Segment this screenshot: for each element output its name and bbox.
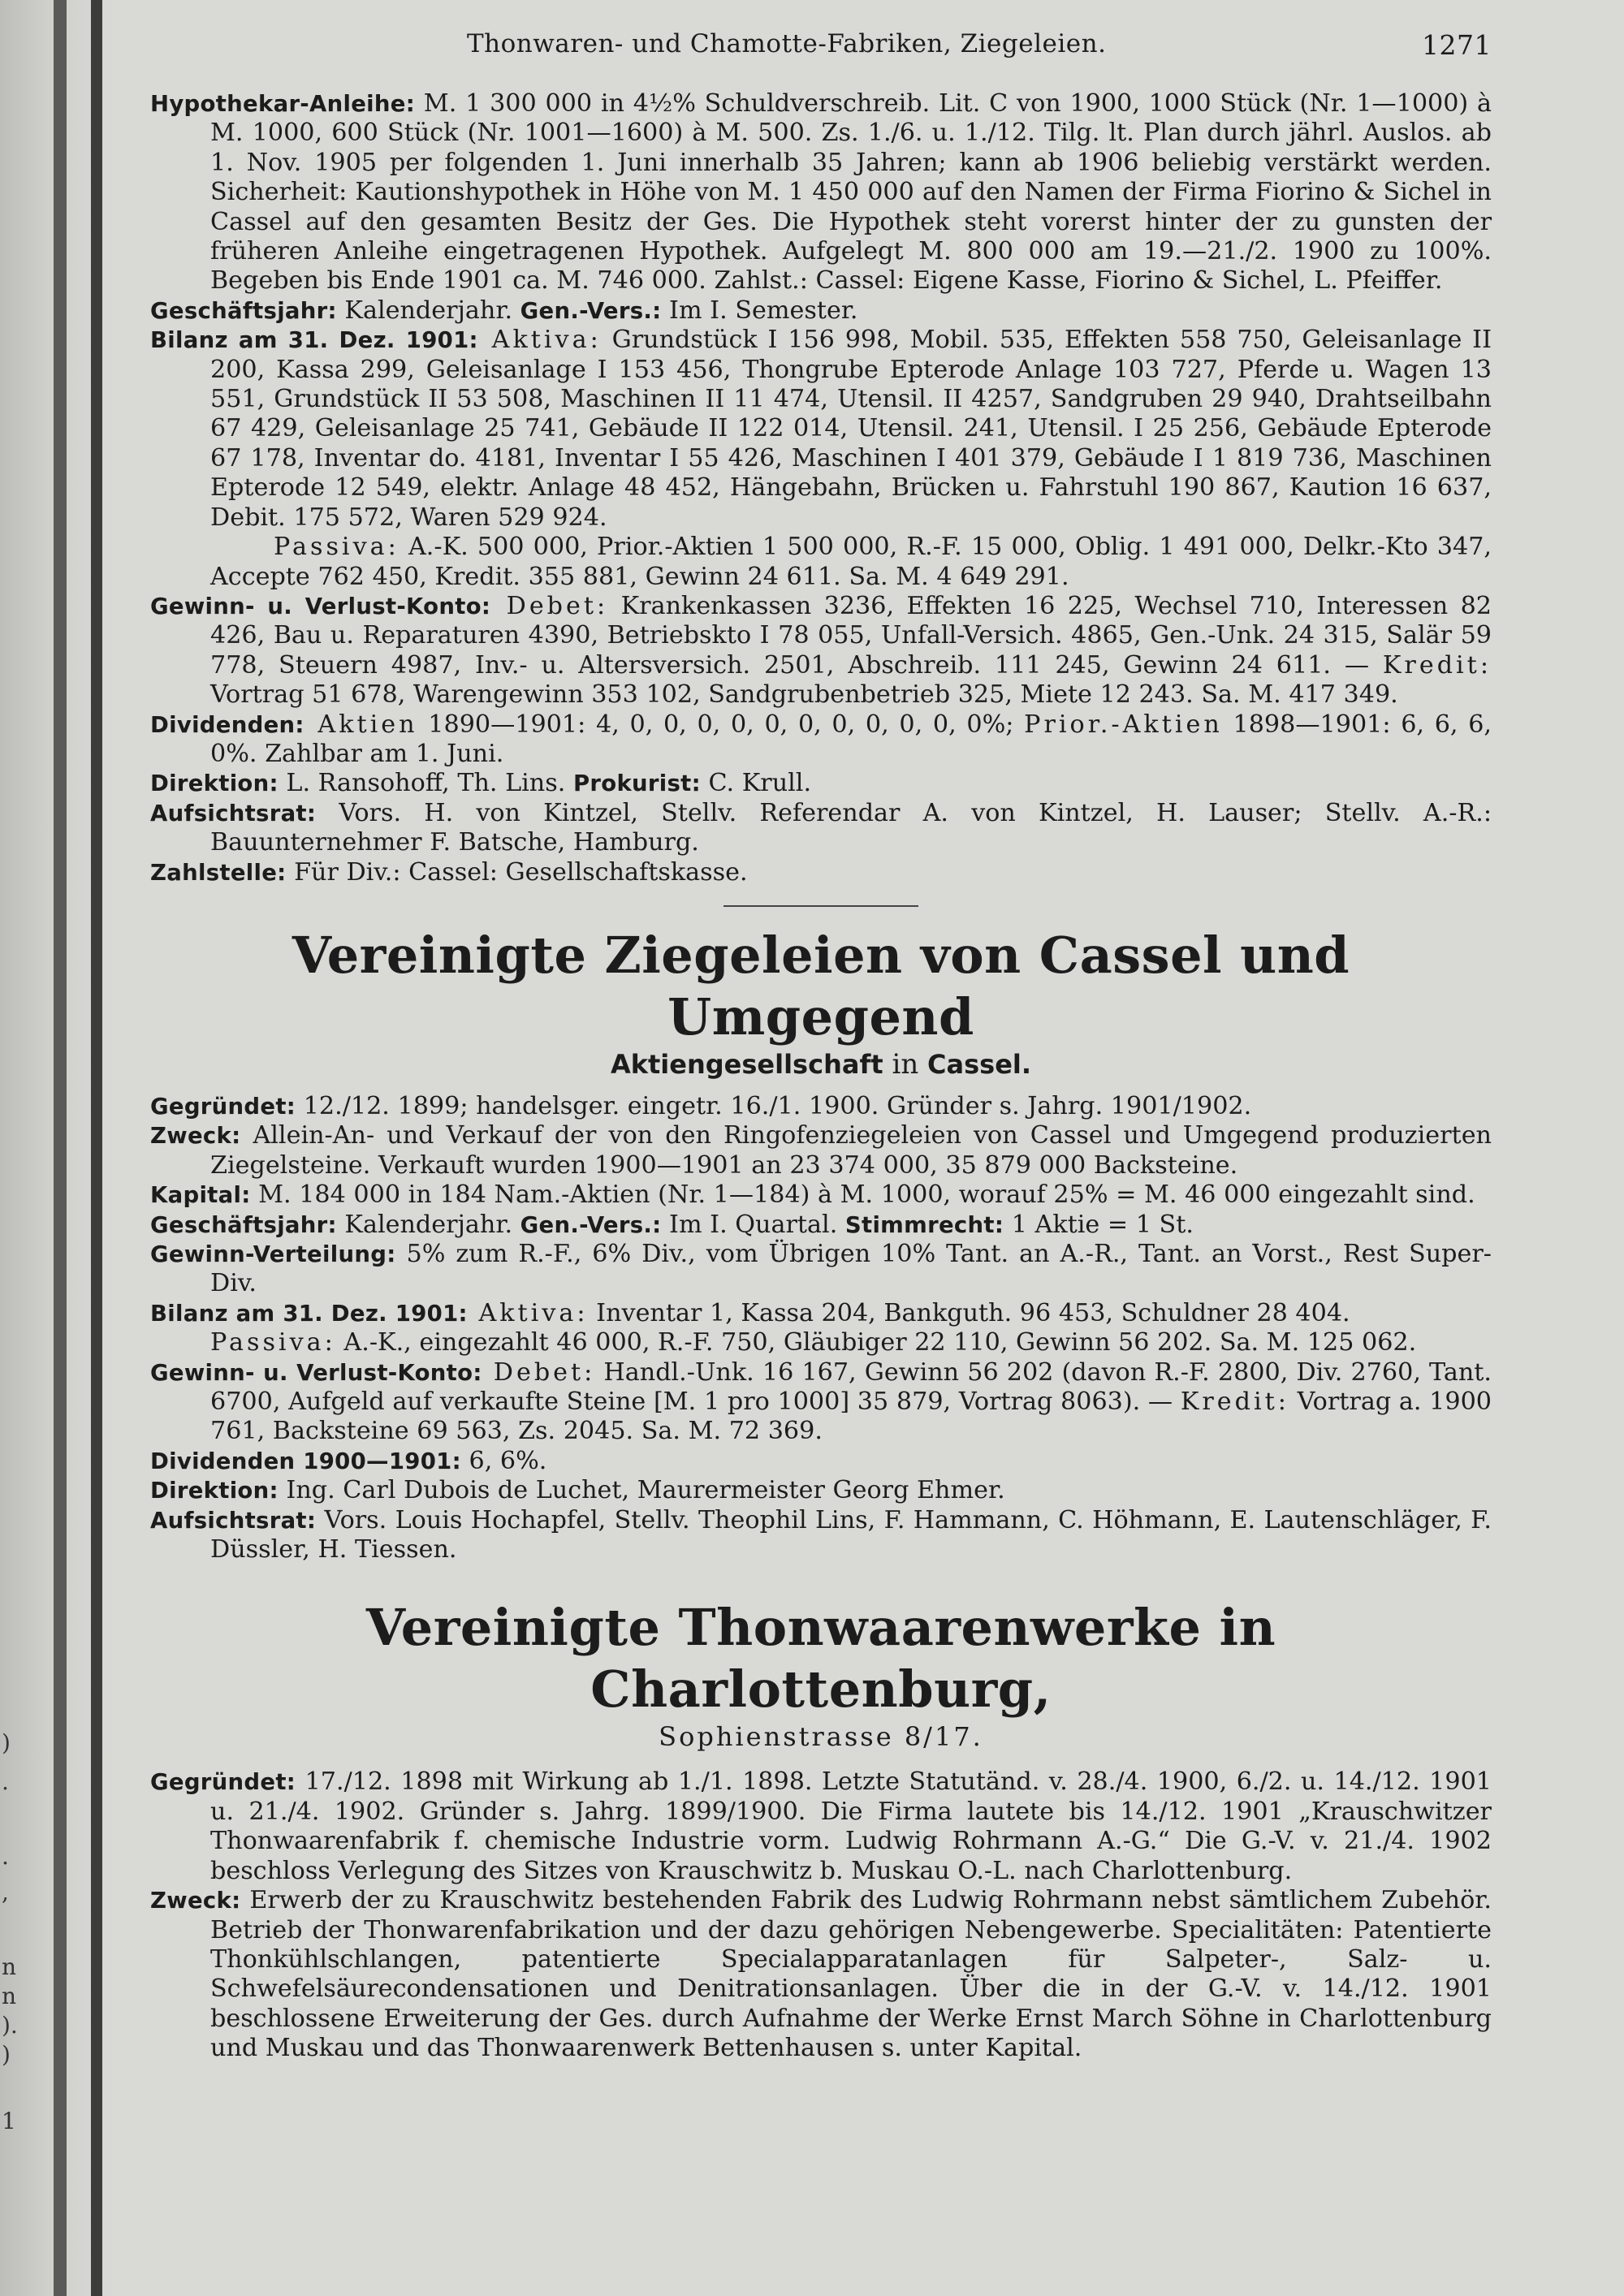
company-thonwaarenwerke-charlottenburg [150, 1597, 1492, 2063]
company-address: Sophienstrasse 8/17. [659, 1721, 983, 1753]
entry-text: 1 Aktie = 1 St. [1004, 1210, 1194, 1239]
entry-text: 1890—1901: 4, 0, 0, 0, 0, 0, 0, 0, 0, 0, 0, 0%; [417, 710, 1025, 739]
entry-bilanz [150, 326, 1492, 592]
entry-label: Aufsichtsrat: [150, 800, 317, 826]
entry-label: Zweck: [150, 1888, 241, 1914]
entry-label: Geschäftsjahr: [150, 1211, 337, 1238]
entry-text: Vortrag a. 1900 761, Backsteine 69 563, Zs. 2045. Sa. M. 72 369. [210, 1388, 1492, 1446]
aktien-label: Aktien [304, 710, 418, 739]
entry-dividenden [150, 710, 1492, 770]
entry-gewinn-verteilung [150, 1240, 1492, 1299]
entry-text: Ing. Carl Dubois de Luchet, Maurermeister Georg Ehmer. [278, 1476, 1005, 1505]
entry-label: Bilanz am 31. Dez. 1901: [150, 327, 478, 354]
entry-direktion [150, 769, 1492, 798]
entry-label: Dividenden: [150, 711, 304, 738]
entry-text: 1898—1901: 6, 6, 6, 0%. Zahlbar am 1. Juni. [210, 710, 1492, 768]
entry-text: Für Div.: Cassel: Gesellschaftskasse. [286, 857, 748, 887]
entry-dividenden [150, 1447, 1492, 1476]
entry-text: 5% zum R.-F., 6% Div., vom Übrigen 10% Tant. an A.-R., Tant. an Vorst., Rest Super-Div. [210, 1240, 1492, 1298]
entry-zweck [150, 1121, 1492, 1180]
entry-label: Gewinn- u. Verlust-Konto: [150, 593, 491, 619]
entry-label: Kapital: [150, 1182, 251, 1209]
entry-text: A.-K., eingezahlt 46 000, R.-F. 750, Gläubiger 22 110, Gewinn 56 202. Sa. M. 125 062. [335, 1328, 1417, 1357]
entry-geschaeftsjahr [150, 1211, 1492, 1240]
entry-gegruendet [150, 1767, 1492, 1886]
company-title: Vereinigte Thonwaarenwerke in Charlottenburg, [365, 1598, 1276, 1720]
margin-mark: n [2, 1983, 17, 2009]
margin-mark: n [2, 1953, 17, 1980]
entry-label: Zweck: [150, 1123, 241, 1150]
entry-bilanz [150, 1299, 1492, 1358]
entry-text: C. Krull. [700, 769, 812, 798]
entry-text: A.-K. 500 000, Prior.-Aktien 1 500 000, R.-F. 15 000, Oblig. 1 491 000, Delkr.-Kto 347, Accepte 762 450, Kredit. 355 881, Gewinn 24 611. Sa. M. 4 649 291. [210, 533, 1492, 591]
entry-aufsichtsrat [150, 1506, 1492, 1565]
margin-mark: . [2, 1843, 9, 1870]
entry-text: M. 1 300 000 in 4½% Schuldverschreib. Lit. C von 1900, 1000 Stück (Nr. 1—1000) à M. 1000, 600 Stück (Nr. 1001—1600) à M. 500. Zs. 1./6. u. 1./12. Tilg. lt. Plan durch jährl. Auslos. ab 1. Nov. 1905 per folgenden 1. Juni innerhalb 35 Jahren; kann ab 1906 beliebig verstärkt werden. Sicherheit: Kautionshypothek in Höhe von M. 1 450 000 auf den Namen der Firma Fiorino & Sichel in Cassel auf den gesamten Besitz der Ges. Die Hypothek steht vorerst hinter der zu gunsten der früheren Anleihe eingetragenen Hypothek. Aufgelegt M. 800 000 am 19.—21./2. 1900 zu 100%. Begeben bis Ende 1901 ca. M. 746 000. Zahlst.: Cassel: Eigene Kasse, Fiorino & Sichel, L. Pfeiffer. [210, 89, 1492, 296]
entry-label: Geschäftsjahr: [150, 297, 337, 324]
prior-aktien-label: Prior.-Aktien [1024, 710, 1223, 739]
entry-text: Im I. Quartal. [661, 1210, 845, 1239]
company-title: Vereinigte Ziegeleien von Cassel und Umgegend [292, 925, 1350, 1047]
entry-text: Kalenderjahr. [336, 296, 520, 325]
aktiva-label: Aktiva: [467, 1298, 589, 1327]
company-form: Aktiengesellschaft [610, 1048, 883, 1080]
entry-text: Vors. H. von Kintzel, Stellv. Referendar A. von Kintzel, H. Lauser; Stellv. A.-R.: Bauunternehmer F. Batsche, Hamburg. [210, 798, 1492, 857]
running-head-title: Thonwaren- und Chamotte-Fabriken, Ziegeleien. [467, 29, 1107, 58]
company-subtitle [150, 1048, 1492, 1081]
entry-gegruendet [150, 1092, 1492, 1121]
kredit-label: Kredit: [1382, 650, 1492, 680]
entry-gewinn-verlust [150, 1358, 1492, 1447]
section-divider [723, 905, 918, 907]
entry-label: Bilanz am 31. Dez. 1901: [150, 1300, 468, 1327]
entry-zahlstelle [150, 858, 1492, 887]
entry-label: Gewinn- u. Verlust-Konto: [150, 1359, 482, 1386]
entry-geschaeftsjahr [150, 296, 1492, 326]
entry-label: Gewinn-Verteilung: [150, 1241, 396, 1267]
entry-text: Inventar 1, Kassa 204, Bankguth. 96 453, Schuldner 28 404. [588, 1298, 1350, 1327]
entry-label: Gen.-Vers.: [520, 297, 662, 324]
aktiva-label: Aktiva: [477, 326, 602, 355]
entry-label: Gegründet: [150, 1093, 296, 1120]
passiva-label: Passiva: [210, 1328, 336, 1357]
entry-label: Dividenden 1900—1901: [150, 1448, 461, 1474]
debet-label: Debet: [490, 591, 609, 620]
entry-text: Krankenkassen 3236, Effekten 16 225, Wechsel 710, Interessen 82 426, Bau u. Reparaturen 4390, Betriebskto I 78 055, Unfall-Versich. 4865, Gen.-Unk. 24 315, Salär 59 778, Steuern 4987, Inv.- u. Altersversich. 2501, Abschreib. 111 245, Gewinn 24 611. — [210, 591, 1492, 680]
company-sub-text: in [883, 1047, 928, 1081]
margin-mark: ) [2, 1729, 11, 1756]
page-body [150, 24, 1492, 2064]
entry-hypothekar-anleihe [150, 89, 1492, 296]
entry-label: Zahlstelle: [150, 859, 287, 886]
entry-label: Direktion: [150, 1478, 279, 1504]
gutter-shadow-line [54, 0, 67, 2296]
entry-direktion [150, 1476, 1492, 1505]
passiva-label: Passiva: [274, 533, 400, 562]
entry-aufsichtsrat [150, 799, 1492, 858]
section-gap [150, 1564, 1492, 1597]
kredit-label: Kredit: [1180, 1388, 1289, 1417]
entry-label: Prokurist: [572, 770, 701, 797]
entry-text: Grundstück I 156 998, Mobil. 535, Effekten 558 750, Geleisanlage II 200, Kassa 299, Geleisanlage I 153 456, Thongrube Epterode Anlage 103 727, Pferde u. Wagen 13 551, Grundstück II 53 508, Maschinen II 11 474, Utensil. II 4257, Sandgruben 29 940, Drahtseilbahn 67 429, Geleisanlage 25 741, Gebäude II 122 014, Utensil. 241, Utensil. I 25 256, Gebäude Epterode 67 178, Inventar do. 4181, Inventar I 55 426, Maschinen I 401 379, Gebäude I 1 819 736, Maschinen Epterode 12 549, elektr. Anlage 48 452, Hängebahn, Brücken u. Fahrstuhl 190 867, Kaution 16 637, Debit. 175 572, Waren 529 924. [210, 326, 1492, 532]
running-head [150, 24, 1492, 67]
entry-gewinn-verlust [150, 592, 1492, 710]
entry-label: Direktion: [150, 770, 279, 797]
entry-text: 6, 6%. [460, 1446, 547, 1475]
debet-label: Debet: [482, 1357, 596, 1387]
entry-text: L. Ransohoff, Th. Lins. [278, 769, 573, 798]
margin-mark: ) [2, 2041, 11, 2068]
entry-label: Stimmrecht: [844, 1211, 1004, 1238]
entry-text: Kalenderjahr. [336, 1210, 520, 1239]
page-number: 1271 [1422, 29, 1492, 61]
margin-mark: 1 [2, 2108, 16, 2134]
margin-mark: . [2, 1768, 9, 1795]
margin-mark: , [2, 1879, 9, 1905]
entry-label: Gegründet: [150, 1769, 296, 1796]
entry-label: Gen.-Vers.: [520, 1211, 662, 1238]
entry-text: M. 184 000 in 184 Nam.-Aktien (Nr. 1—184) à M. 1000, worauf 25% = M. 46 000 eingezahlt sind. [250, 1180, 1475, 1210]
entry-text: 12./12. 1899; handelsger. eingetr. 16./1. 1900. Gründer s. Jahrg. 1901/1902. [296, 1091, 1252, 1120]
entry-text: Vortrag 51 678, Warengewinn 353 102, Sandgrubenbetrieb 325, Miete 12 243. Sa. M. 417 349. [210, 680, 1398, 710]
entry-text: Vors. Louis Hochapfel, Stellv. Theophil Lins, F. Hammann, C. Höhmann, E. Lautenschläger, F. Düssler, H. Tiessen. [210, 1505, 1492, 1564]
previous-company-block [150, 89, 1492, 887]
entry-text: Allein-An- und Verkauf der von den Ringofenziegeleien von Cassel und Umgegend produzierten Ziegelsteine. Verkauft wurden 1900—1901 an 23 374 000, 35 879 000 Backsteine. [210, 1121, 1492, 1180]
entry-text: Erwerb der zu Krauschwitz bestehenden Fabrik des Ludwig Rohrmann nebst sämtlichem Zubehör. Betrieb der Thonwarenfabrikation und der dazu gehörigen Nebengewerbe. Specialitäten: Patentierte Thonkühlschlangen, patentierte Specialapparatanlagen für Salpeter-, Salz- u. Schwefelsäurecondensationen und Denitrationsanlagen. Über die in der G.-V. v. 14./12. 1901 beschlossene Erweiterung der Ges. durch Aufnahme der Werke Ernst March Söhne in Charlottenburg und Muskau und das Thonwaarenwerk Bettenhausen s. unter Kapital. [210, 1886, 1492, 2063]
gutter-binding-line [91, 0, 102, 2296]
entry-label: Aufsichtsrat: [150, 1507, 317, 1534]
entry-text: Im I. Semester. [661, 296, 858, 325]
margin-mark: ). [2, 2012, 18, 2039]
entry-zweck [150, 1886, 1492, 2063]
entry-text: Handl.-Unk. 16 167, Gewinn 56 202 (davon R.-F. 2800, Div. 2760, Tant. 6700, Aufgeld auf verkaufte Steine [M. 1 pro 1000] 35 879, Vortrag 8063). — [210, 1357, 1492, 1417]
company-ziegeleien-cassel [150, 925, 1492, 1565]
company-seat: Cassel. [927, 1048, 1032, 1080]
entry-text: 17./12. 1898 mit Wirkung ab 1./1. 1898. Letzte Statutänd. v. 28./4. 1900, 6./2. u. 14./12. 1901 u. 21./4. 1902. Gründer s. Jahrg. 1899/1900. Die Firma lautete bis 14./12. 1901 „Krauschwitzer Thonwaarenfabrik f. chemische Industrie vorm. Ludwig Rohrmann A.-G.“ Die G.-V. v. 21./4. 1902 beschloss Verlegung des Sitzes von Krauschwitz b. Muskau O.-L. nach Charlottenburg. [210, 1767, 1492, 1885]
entry-kapital [150, 1180, 1492, 1210]
entry-label: Hypothekar-Anleihe: [150, 91, 416, 117]
